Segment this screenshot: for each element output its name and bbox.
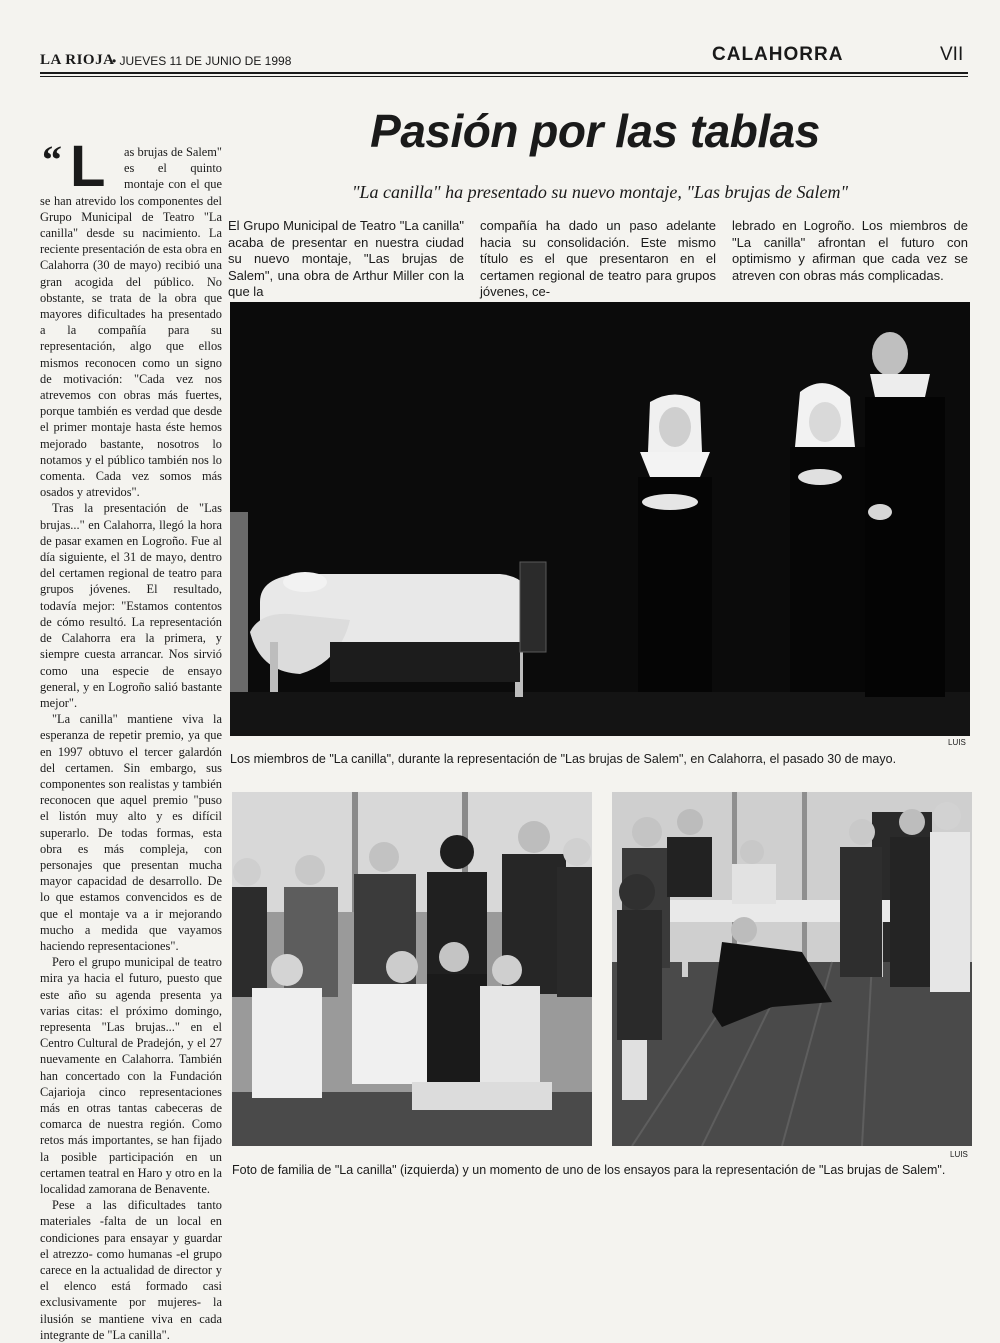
photo-credit: LUIS	[948, 738, 966, 747]
body-paragraph: Pero el grupo municipal de teatro mira ya hacia el futuro, puesto que este año su agenda presenta ya varias citas: el próximo domingo, representa "Las brujas..." en el Centro Cultural de Pradejón, y el 27 nuevamente en Calahorra. También han concertado con la Fundación Cajarioja cinco representaciones más en otras tantas cabeceras de comarca de nuestra región. Como retos más importantes, se han fijado la posible participación en un certamen teatral en Haro y otro en la localidad zamorana de Benavente.	[40, 955, 222, 1196]
body-paragraph: Tras la presentación de "Las brujas..." en Calahorra, llegó la hora de pasar examen en Logroño. Fue al día siguiente, el 31 de mayo, dentro del certamen regional de teatro para grupos jóvenes. El resultado, todavía mejor: "Estamos contentos de cómo resultó. La representación de Calahorra era la primera, y siempre cuesta arrancar. Nos sirvió como una especie de ensayo general, y en Logroño salió bastante mejor".	[40, 501, 222, 710]
drop-cap-block	[40, 134, 124, 199]
rehearsal-photo	[612, 792, 972, 1146]
drop-cap: L	[70, 134, 106, 199]
stage-photo-image	[230, 302, 970, 736]
masthead: LA RIOJA	[40, 52, 115, 68]
family-photo	[232, 792, 592, 1146]
intro-column	[480, 218, 716, 301]
photo-caption: Foto de familia de "La canilla" (izquierda) y un momento de uno de los ensayos para la representación de "Las brujas de Salem".	[232, 1163, 946, 1177]
section-title: CALAHORRA	[712, 44, 844, 65]
stage-photo	[230, 302, 970, 736]
intro-text: lebrado en Logroño. Los miembros de "La canilla" afrontan el futuro con optimismo y afirman que cada vez se atreven con obras más complicadas.	[732, 218, 968, 283]
body-paragraph: "La canilla" mantiene viva la esperanza de repetir premio, ya que en 1997 obtuvo el tercer galardón del certamen. Sin embargo, sus componentes son realistas y también reconocen que aquel premio "puso el listón muy alto y es difícil superarlo. De todas formas, esta obra es más compleja, con personajes que presentan mucha mayor capacidad de desarrollo. De lo que estamos convencidos es de que el montaje va a ir mejorando mucho a medida que vayamos haciendo representaciones".	[40, 712, 222, 953]
body-paragraph: as brujas de Salem" es el quinto montaje con el que se han atrevido los componentes del Grupo Municipal de Teatro "La canilla" desde su nacimiento. La reciente presentación de esta obra en Calahorra (30 de mayo) recibió una gran acogida del público. No obstante, se trata de la obra que mayores dificultades ha presentado a la compañía para su representación, algo que ellos mismos reconocen como un signo de motivación: "Cada vez nos atrevemos con obras más fuertes, porque también es verdad que desde el primer montaje hasta éste hemos mejorado bastante, nosotros lo notamos y el público también nos lo comenta. Cada vez somos más osados y atrevidos".	[40, 145, 222, 500]
intro-text: compañía ha dado un paso adelante hacia su consolidación. Este mismo título es el que presentaron en el certamen regional de teatro para grupos jóvenes, ce-	[480, 218, 716, 299]
rehearsal-photo-image	[612, 792, 972, 1146]
photo-caption: Los miembros de "La canilla", durante la representación de "Las brujas de Salem", en Calahorra, el pasado 30 de mayo.	[230, 752, 897, 766]
family-photo-image	[232, 792, 592, 1146]
subheadline: "La canilla" ha presentado su nuevo montaje, "Las brujas de Salem"	[351, 182, 849, 202]
intro-column	[732, 218, 968, 284]
headline: Pasión por las tablas	[370, 105, 820, 157]
intro-column	[228, 218, 464, 301]
body-paragraph: Pese a las dificultades tanto materiales -falta de un local en condiciones para ensayar y guardar el atrezzo- como humanas -el grupo carece en la actualidad de director y el elenco está formado casi exclusivamente por mujeres- la ilusión se mantiene viva en cada integrante de "La canilla".	[40, 1198, 222, 1342]
intro-text: El Grupo Municipal de Teatro "La canilla" acaba de presentar en nuestra ciudad su nuevo montaje, "Las brujas de Salem", una obra de Arthur Miller con la que la	[228, 218, 464, 299]
body-column	[40, 134, 222, 1343]
photo-credit: LUIS	[950, 1150, 968, 1159]
header-rule-thin	[40, 76, 968, 77]
dateline: • JUEVES 11 DE JUNIO DE 1998	[112, 54, 292, 68]
page-number: VII	[940, 44, 964, 65]
opening-quote-mark: “	[42, 137, 62, 182]
header-rule	[40, 72, 968, 74]
